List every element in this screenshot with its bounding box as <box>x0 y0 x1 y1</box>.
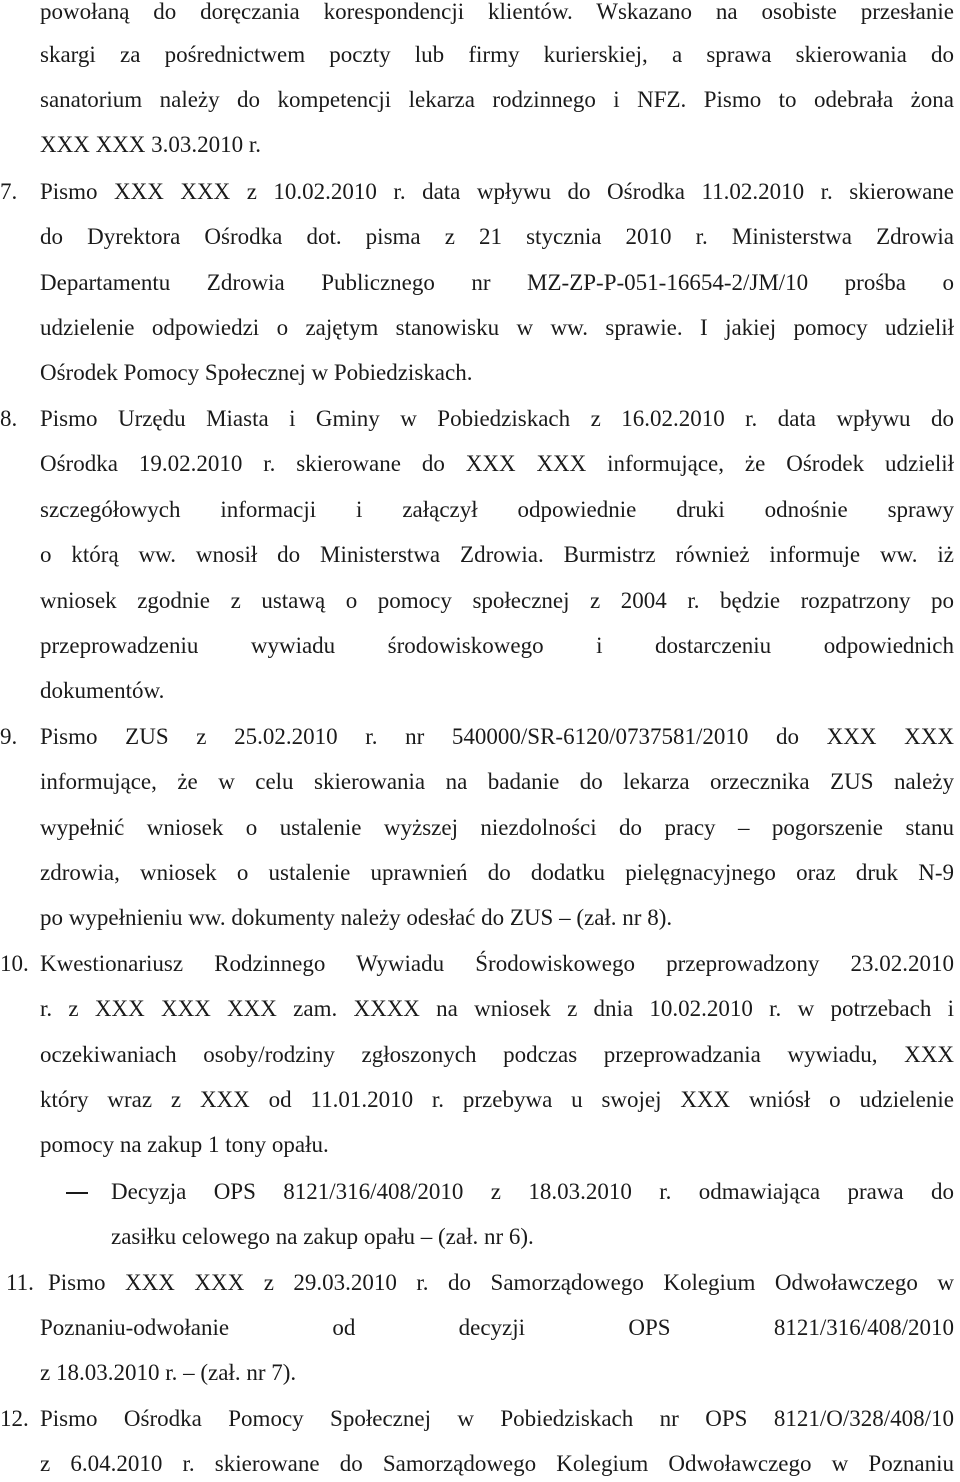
bullet-line: zasiłku celowego na zakup opału – (zał. nr 6). <box>111 1224 534 1249</box>
item-line: z 6.04.2010 r. skierowane do Samorządowego Kolegium Odwoławczego w Poznaniu <box>40 1451 954 1476</box>
item-number: 7. <box>0 179 18 204</box>
item-number: 8. <box>0 406 18 431</box>
item-line: Pismo XXX XXX z 29.03.2010 r. do Samorządowego Kolegium Odwoławczego w <box>48 1270 954 1295</box>
item-line: Poznaniu-odwołanie od decyzji OPS 8121/316/408/2010 <box>40 1315 954 1340</box>
item-line: zdrowia, wniosek o ustalenie uprawnień do dodatku pielęgnacyjnego oraz druk N-9 <box>40 860 954 885</box>
item-line: szczegółowych informacji i załączył odpowiednie druki odnośnie sprawy <box>40 497 954 522</box>
item-line: który wraz z XXX od 11.01.2010 r. przebywa u swojej XXX wniósł o udzielenie <box>40 1087 954 1112</box>
item-line: z 18.03.2010 r. – (zał. nr 7). <box>40 1360 297 1385</box>
item-number: 11. <box>6 1270 34 1295</box>
item-line: oczekiwaniach osoby/rodziny zgłoszonych podczas przeprowadzania wywiadu, XXX <box>40 1042 954 1067</box>
item-line: Ośrodka 19.02.2010 r. skierowane do XXX XXX informujące, że Ośrodek udzielił <box>40 451 954 476</box>
item-line: informujące, że w celu skierowania na badanie do lekarza orzecznika ZUS należy <box>40 769 954 794</box>
item-line: Departamentu Zdrowia Publicznego nr MZ-ZP-P-051-16654-2/JM/10 prośba o <box>40 270 954 295</box>
item-line: Pismo ZUS z 25.02.2010 r. nr 540000/SR-6120/0737581/2010 do XXX XXX <box>40 724 954 749</box>
item-line: Pismo XXX XXX z 10.02.2010 r. data wpływu do Ośrodka 11.02.2010 r. skierowane <box>40 179 954 204</box>
item-number: 12. <box>0 1406 29 1431</box>
item-line: pomocy na zakup 1 tony opału. <box>40 1132 329 1157</box>
item-line: Pismo Ośrodka Pomocy Społecznej w Pobiedziskach nr OPS 8121/O/328/408/10 <box>40 1406 954 1431</box>
item-line: wypełnić wniosek o ustalenie wyższej niezdolności do pracy – pogorszenie stanu <box>40 815 954 840</box>
item-line: Kwestionariusz Rodzinnego Wywiadu Środowiskowego przeprowadzony 23.02.2010 <box>40 951 954 976</box>
item-number: 9. <box>0 724 18 749</box>
item-line: Pismo Urzędu Miasta i Gminy w Pobiedziskach z 16.02.2010 r. data wpływu do <box>40 406 954 431</box>
intro-line: powołaną do doręczania korespondencji klientów. Wskazano na osobiste przesłanie <box>40 0 954 24</box>
intro-line: XXX XXX 3.03.2010 r. <box>40 132 262 157</box>
item-line: o którą ww. wnosił do Ministerstwa Zdrowia. Burmistrz również informuje ww. iż <box>40 542 954 567</box>
dash-bullet-icon <box>66 1192 88 1194</box>
item-line: dokumentów. <box>40 678 165 703</box>
item-number: 10. <box>0 951 29 976</box>
item-line: Ośrodek Pomocy Społecznej w Pobiedziskach. <box>40 360 473 385</box>
intro-line: sanatorium należy do kompetencji lekarza rodzinnego i NFZ. Pismo to odebrała żona <box>40 87 954 112</box>
item-line: przeprowadzeniu wywiadu środowiskowego i dostarczeniu odpowiednich <box>40 633 954 658</box>
item-line: udzielenie odpowiedzi o zajętym stanowisku w ww. sprawie. I jakiej pomocy udzielił <box>40 315 954 340</box>
bullet-line: Decyzja OPS 8121/316/408/2010 z 18.03.2010 r. odmawiająca prawa do <box>111 1179 954 1204</box>
item-line: do Dyrektora Ośrodka dot. pisma z 21 stycznia 2010 r. Ministerstwa Zdrowia <box>40 224 954 249</box>
item-line: po wypełnieniu ww. dokumenty należy odesłać do ZUS – (zał. nr 8). <box>40 905 673 930</box>
intro-line: skargi za pośrednictwem poczty lub firmy kurierskiej, a sprawa skierowania do <box>40 42 954 67</box>
item-line: wniosek zgodnie z ustawą o pomocy społecznej z 2004 r. będzie rozpatrzony po <box>40 588 954 613</box>
item-line: r. z XXX XXX XXX zam. XXXX na wniosek z dnia 10.02.2010 r. w potrzebach i <box>40 996 954 1021</box>
